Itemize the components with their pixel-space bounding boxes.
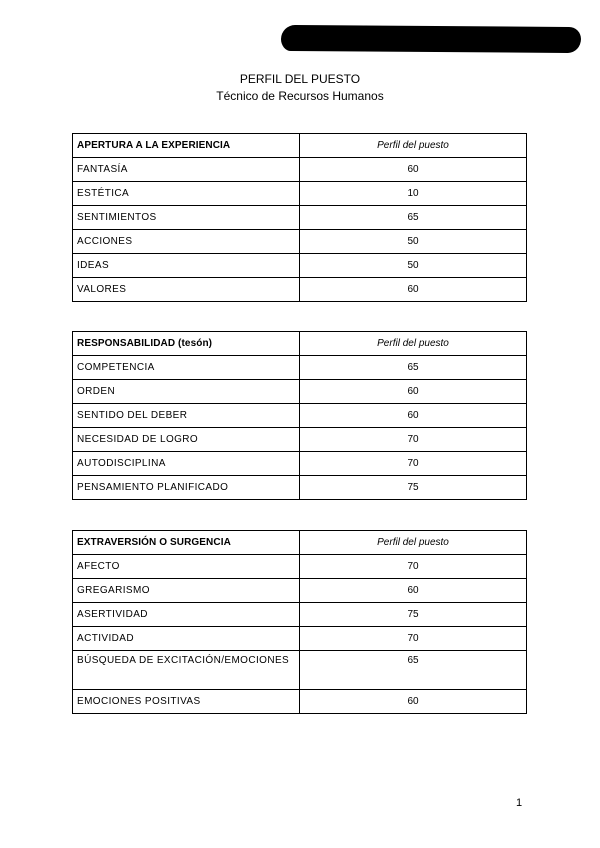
facet-value: 50 [300, 230, 527, 254]
table-row [73, 158, 527, 182]
facet-value: 70 [300, 452, 527, 476]
facet-label: BÚSQUEDA DE EXCITACIÓN/EMOCIONES [73, 651, 300, 690]
table-row [73, 476, 527, 500]
facet-value: 60 [300, 380, 527, 404]
table-row [73, 603, 527, 627]
page-number: 1 [516, 797, 523, 809]
facet-label: ASERTIVIDAD [73, 603, 300, 627]
facet-value: 75 [300, 476, 527, 500]
table-header-row [73, 531, 527, 555]
facet-label: ACTIVIDAD [73, 627, 300, 651]
table-row [73, 278, 527, 302]
facet-label: AFECTO [73, 555, 300, 579]
facet-value: 60 [300, 404, 527, 428]
facet-value: 75 [300, 603, 527, 627]
table-row [73, 206, 527, 230]
factor-heading: EXTRAVERSIÓN O SURGENCIA [73, 531, 300, 555]
facet-label: COMPETENCIA [73, 356, 300, 380]
document-title: PERFIL DEL PUESTO [239, 72, 361, 86]
facet-value: 70 [300, 627, 527, 651]
table-row [73, 627, 527, 651]
factor-heading: RESPONSABILIDAD (tesón) [73, 332, 300, 356]
table-header-row [73, 332, 527, 356]
profile-column-heading: Perfil del puesto [300, 332, 527, 356]
profile-column-heading: Perfil del puesto [300, 531, 527, 555]
table-row [73, 428, 527, 452]
profile-column-heading: Perfil del puesto [300, 134, 527, 158]
facet-value: 60 [300, 579, 527, 603]
facet-value: 65 [300, 651, 527, 690]
table-row [73, 452, 527, 476]
facet-label: IDEAS [73, 254, 300, 278]
facet-label: AUTODISCIPLINA [73, 452, 300, 476]
facet-label: ORDEN [73, 380, 300, 404]
table-row [73, 579, 527, 603]
table-row [73, 555, 527, 579]
redaction-mark [281, 25, 581, 53]
facet-label: GREGARISMO [73, 579, 300, 603]
facet-label: NECESIDAD DE LOGRO [73, 428, 300, 452]
facet-value: 70 [300, 428, 527, 452]
document-subtitle: Técnico de Recursos Humanos [216, 89, 384, 103]
facet-value: 60 [300, 690, 527, 714]
facet-value: 65 [300, 356, 527, 380]
profile-table-responsabilidad [72, 331, 527, 500]
facet-label: ESTÉTICA [73, 182, 300, 206]
table-header-row [73, 134, 527, 158]
facet-label: SENTIMIENTOS [73, 206, 300, 230]
profile-table-apertura [72, 133, 527, 302]
table-row [73, 404, 527, 428]
facet-value: 70 [300, 555, 527, 579]
table-row [73, 651, 527, 690]
factor-heading: APERTURA A LA EXPERIENCIA [73, 134, 300, 158]
table-row [73, 690, 527, 714]
facet-label: EMOCIONES POSITIVAS [73, 690, 300, 714]
facet-value: 65 [300, 206, 527, 230]
facet-label: PENSAMIENTO PLANIFICADO [73, 476, 300, 500]
table-row [73, 254, 527, 278]
facet-label: ACCIONES [73, 230, 300, 254]
facet-label: SENTIDO DEL DEBER [73, 404, 300, 428]
profile-table-extraversion [72, 530, 527, 714]
table-row [73, 356, 527, 380]
table-row [73, 230, 527, 254]
facet-value: 50 [300, 254, 527, 278]
facet-value: 60 [300, 278, 527, 302]
facet-value: 60 [300, 158, 527, 182]
table-row [73, 380, 527, 404]
facet-label: VALORES [73, 278, 300, 302]
table-row [73, 182, 527, 206]
facet-label: FANTASÍA [73, 158, 300, 182]
facet-value: 10 [300, 182, 527, 206]
